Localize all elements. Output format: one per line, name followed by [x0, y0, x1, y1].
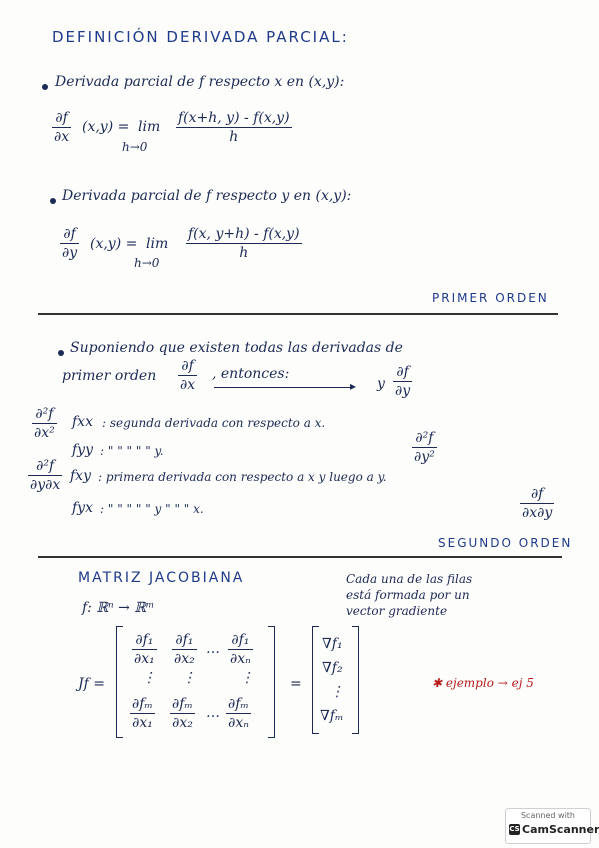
section-label-first-order: PRIMER ORDEN	[432, 291, 549, 305]
and-y: y	[377, 376, 385, 392]
partial-y-args: (x,y) =	[90, 236, 138, 252]
second-derivative-yy-fraction: ∂²f ∂y²	[414, 430, 435, 466]
matrix-bracket-left	[116, 626, 123, 738]
partial-x-fraction: ∂f ∂x	[54, 110, 70, 146]
first-order-fraction-y: ∂f ∂y	[395, 364, 411, 400]
function-map: f: ℝⁿ → ℝᵐ	[82, 600, 155, 616]
equals-sign: =	[290, 676, 302, 692]
gradient-bracket-left	[312, 626, 319, 734]
first-order-fraction-x: ∂f ∂x	[180, 358, 196, 394]
jacobian-symbol: Jf =	[78, 676, 105, 692]
matrix-cell: ∂f₁ ∂xₙ	[230, 632, 251, 668]
fxx-label: fxx	[72, 414, 93, 430]
matrix-cell: ∂fₘ ∂xₙ	[228, 696, 250, 732]
gradient-row-2: ∇f₂	[322, 660, 343, 676]
divider	[38, 556, 562, 558]
limit-subscript: h→0	[122, 140, 148, 154]
matrix-cell: ∂f₁ ∂x₂	[174, 632, 195, 668]
limit-label: lim	[146, 236, 169, 252]
difference-quotient-x: f(x+h, y) - f(x,y) h	[178, 110, 290, 146]
assumption-line-2: primer orden	[62, 368, 157, 384]
gradient-row-m: ∇fₘ	[320, 708, 344, 724]
limit-label: lim	[138, 119, 161, 135]
second-derivative-xx-fraction: ∂²f ∂x²	[34, 406, 55, 442]
horizontal-dots: …	[206, 705, 220, 721]
partial-y-fraction: ∂f ∂y	[62, 226, 78, 262]
page-title: DEFINICIÓN DERIVADA PARCIAL:	[52, 28, 349, 46]
assumption-then: , entonces:	[212, 366, 290, 382]
jacobian-note-line-3: vector gradiente	[346, 604, 448, 618]
matrix-cell: ∂fₘ ∂x₁	[132, 696, 154, 732]
bullet-text-x: Derivada parcial de f respecto x en (x,y):	[55, 74, 345, 90]
matrix-bracket-right	[268, 626, 275, 738]
assumption-line-1: Suponiendo que existen todas las derivadas de	[70, 340, 403, 356]
arrow-line	[214, 387, 352, 388]
arrow-head-icon: ▸	[350, 379, 357, 393]
bullet-dot	[42, 84, 48, 90]
camscanner-watermark: Scanned with CS CamScanner	[505, 808, 591, 844]
limit-subscript: h→0	[134, 256, 160, 270]
vertical-dots: ⋮	[182, 670, 196, 686]
section-label-second-order: SEGUNDO ORDEN	[438, 536, 573, 550]
fyx-label: fyx	[72, 500, 93, 516]
fyy-label: fyy	[72, 442, 93, 458]
jacobian-note-line-1: Cada una de las filas	[346, 572, 473, 586]
vertical-dots: ⋮	[240, 670, 254, 686]
gradient-bracket-right	[352, 626, 359, 734]
bullet-dot	[58, 350, 64, 356]
bullet-text-y: Derivada parcial de f respecto y en (x,y):	[62, 188, 352, 204]
difference-quotient-y: f(x, y+h) - f(x,y) h	[188, 226, 300, 262]
jacobian-note-line-2: está formada por un	[346, 588, 470, 602]
bullet-dot	[50, 198, 56, 204]
camscanner-logo: CS	[509, 825, 520, 833]
jacobian-title: MATRIZ JACOBIANA	[78, 570, 245, 586]
example-reference: ✱ ejemplo → ej 5	[432, 676, 534, 690]
fxy-label: fxy	[70, 468, 91, 484]
vertical-dots: ⋮	[142, 670, 156, 686]
matrix-cell: ∂f₁ ∂x₁	[134, 632, 155, 668]
matrix-cell: ∂fₘ ∂x₂	[172, 696, 194, 732]
horizontal-dots: …	[206, 641, 220, 657]
fyx-description: : " " " " " y " " " x.	[100, 502, 204, 516]
fxy-description: : primera derivada con respecto a x y luego a y.	[98, 470, 387, 484]
fxx-description: : segunda derivada con respecto a x.	[102, 416, 326, 430]
divider	[38, 313, 558, 315]
second-derivative-xy-fraction: ∂f ∂x∂y	[522, 486, 553, 522]
fyy-description: : " " " " " y.	[100, 444, 164, 458]
vertical-dots: ⋮	[330, 684, 344, 700]
gradient-row-1: ∇f₁	[322, 636, 343, 652]
second-derivative-yx-fraction: ∂²f ∂y∂x	[30, 458, 61, 494]
partial-x-args: (x,y) =	[82, 119, 130, 135]
